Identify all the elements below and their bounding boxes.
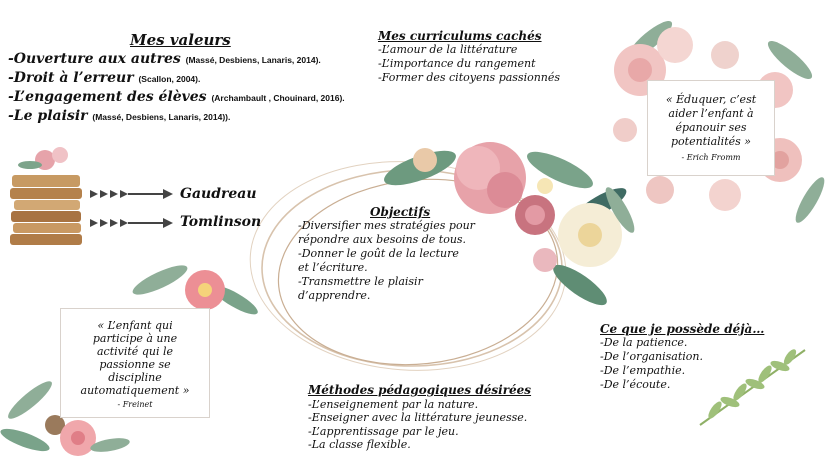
quote-author: - Freinet — [117, 400, 153, 409]
quote-fromm — [647, 80, 775, 176]
hidden-curriculum-section — [378, 29, 560, 85]
quote-line: participe à une — [92, 332, 178, 345]
objective-line: et l’écriture. — [298, 261, 368, 274]
quote-line: activité qui le — [97, 345, 173, 358]
objectives-title: Objectifs — [370, 205, 431, 219]
list-item: -De l’organisation. — [600, 350, 703, 363]
values-item: -Droit à l’erreur (Scallon, 2004). — [8, 70, 201, 86]
quote-author: - Erich Fromm — [681, 153, 741, 162]
list-item: -De l’écoute. — [600, 378, 671, 391]
values-title: Mes valeurs — [130, 31, 231, 49]
list-item: -Enseigner avec la littérature jeunesse. — [308, 411, 528, 424]
list-item: -Former des citoyens passionnés — [378, 71, 561, 84]
quote-line: épanouir ses — [675, 121, 747, 134]
list-item: -De l’empathie. — [600, 364, 686, 377]
list-item: -L’amour de la littérature — [378, 43, 518, 56]
author-gaudreau: Gaudreau — [180, 186, 257, 202]
methods-title: Méthodes pédagogiques désirées — [308, 383, 532, 397]
quote-line: automatiquement » — [80, 384, 190, 397]
objective-line: répondre aux besoins de tous. — [298, 233, 467, 246]
objective-line: -Donner le goût de la lecture — [298, 247, 459, 260]
methods-section — [308, 384, 531, 452]
list-item: -L’apprentissage par le jeu. — [308, 424, 459, 438]
objective-line: d’apprendre. — [298, 289, 371, 302]
objective-line: -Diversifier mes stratégies pour — [298, 219, 475, 232]
quote-line: « Éduquer, c’est — [665, 93, 757, 106]
objectives-section — [298, 205, 475, 303]
values-item: -L’engagement des élèves (Archambault , Chouinard, 2016). — [8, 89, 345, 105]
list-item: -De la patience. — [600, 336, 688, 349]
quote-line: passionne se — [99, 358, 171, 371]
objective-line: -Transmettre le plaisir — [298, 275, 423, 288]
values-item: -Ouverture aux autres (Massé, Desbiens, Lanaris, 2014). — [8, 51, 321, 67]
author-tomlinson: Tomlinson — [180, 214, 262, 230]
quote-line: discipline — [108, 371, 162, 384]
quote-line: aider l’enfant à — [668, 107, 754, 120]
quote-line: potentialités » — [670, 135, 751, 148]
quote-freinet — [60, 308, 210, 418]
hidden-curriculum-title: Mes curriculums cachés — [378, 29, 542, 43]
quote-line: « L’enfant qui — [97, 319, 173, 332]
skills-title: Ce que je possède déjà… — [600, 322, 765, 336]
list-item: -La classe flexible. — [308, 438, 411, 451]
list-item: -L’importance du rangement — [378, 57, 536, 70]
values-section — [8, 31, 345, 126]
values-item: -Le plaisir (Massé, Desbiens, Lanaris, 2014)). — [8, 108, 231, 124]
list-item: -L’enseignement par la nature. — [308, 397, 479, 411]
skills-section — [600, 322, 764, 392]
